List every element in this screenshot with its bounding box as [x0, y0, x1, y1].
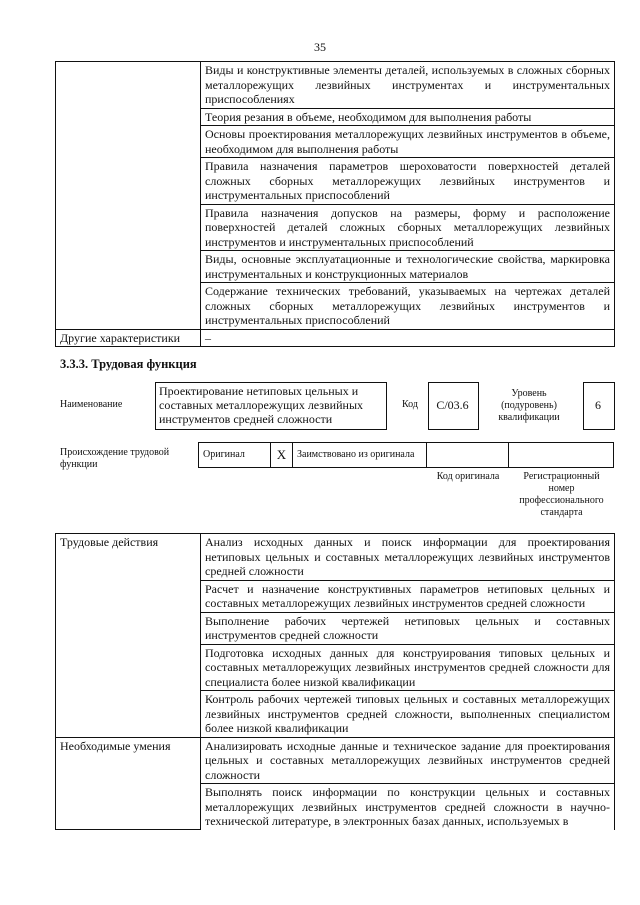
- original-label: Оригинал: [199, 443, 271, 468]
- reg-number-cell: [509, 443, 614, 468]
- top-table: [55, 61, 615, 347]
- origin-label: Происхождение трудовой функции: [60, 447, 170, 470]
- skills-label: Необходимые умения: [56, 737, 201, 830]
- table-row: [56, 737, 615, 784]
- table-cell: Виды и конструктивные элементы деталей, используемых в сложных сборных металлорежущих лезвийных инструментах и инструментальных приспособлениях: [201, 62, 615, 109]
- table-cell: Расчет и назначение конструктивных параметров нетиповых цельных и составных металлорежущих лезвийных инструментов средней сложности: [201, 580, 615, 612]
- labor-actions-label: Трудовые действия: [56, 534, 201, 738]
- table-cell: Выполнение рабочих чертежей нетиповых цельных и составных инструментов средней сложности: [201, 612, 615, 644]
- table-cell: Основы проектирования металлорежущих лезвийных инструментов в объеме, необходимом для выполнения работы: [201, 126, 615, 158]
- table-cell: Виды, основные эксплуатационные и технологические свойства, маркировка инструментальных и конструкционных материалов: [201, 251, 615, 283]
- table-cell: Правила назначения параметров шероховатости поверхностей деталей сложных сборных металлорежущих лезвийных инструментов и инструментальных приспособлений: [201, 158, 615, 205]
- table-row: [56, 534, 615, 581]
- table-cell: Контроль рабочих чертежей типовых цельных и составных металлорежущих лезвийных инструментов средней сложности, выполненных специалистом более низкой квалификации: [201, 691, 615, 738]
- table-row: [56, 62, 615, 109]
- table-cell-empty: [56, 62, 201, 330]
- original-mark: Х: [271, 443, 293, 468]
- origin-table: [198, 442, 614, 468]
- original-code-cell: [427, 443, 509, 468]
- table-row: [56, 329, 615, 347]
- table-cell: Анализировать исходные данные и техническое задание для проектирования цельных и составных металлорежущих лезвийных инструментов средней сложности: [201, 737, 615, 784]
- table-cell: Правила назначения допусков на размеры, форму и расположение поверхностей деталей сложных сборных металлорежущих лезвийных инструментов и инструментальных приспособлений: [201, 204, 615, 251]
- table-cell: Теория резания в объеме, необходимом для выполнения работы: [201, 108, 615, 126]
- table-cell: Анализ исходных данных и поиск информации для проектирования нетиповых цельных и составных металлорежущих лезвийных инструментов средней сложности: [201, 534, 615, 581]
- table-row: [199, 443, 614, 468]
- level-label: Уровень (подуровень) квалификации: [498, 388, 560, 423]
- other-characteristics-value: –: [201, 329, 615, 347]
- page-number: 35: [314, 40, 326, 54]
- name-value: Проектирование нетиповых цельных и составных металлорежущих лезвийных инструментов средней сложности: [159, 384, 364, 426]
- table-cell: Выполнять поиск информации по конструкции цельных и составных металлорежущих лезвийных инструментов средней сложности в научно-технической литературе, в электронных базах данных, используемых в: [201, 784, 615, 830]
- code-label: Код: [402, 399, 418, 410]
- borrowed-label: Заимствовано из оригинала: [293, 443, 427, 468]
- original-code-label: Код оригинала: [436, 471, 500, 482]
- other-characteristics-label: Другие характеристики: [56, 329, 201, 347]
- section-heading: 3.3.3. Трудовая функция: [60, 357, 197, 371]
- reg-number-label: Регистрационный номер профессионального стандарта: [519, 471, 604, 518]
- code-value: С/03.6: [436, 398, 469, 412]
- bottom-table: [55, 533, 615, 830]
- name-label: Наименование: [60, 399, 123, 410]
- table-cell: Подготовка исходных данных для конструирования типовых цельных и составных металлорежущих лезвийных инструментов средней сложности для специалиста более низкой квалификации: [201, 644, 615, 691]
- table-cell: Содержание технических требований, указываемых на чертежах деталей сложных сборных металлорежущих лезвийных инструментов и инструментальных приспособлений: [201, 283, 615, 330]
- level-value: 6: [595, 398, 601, 412]
